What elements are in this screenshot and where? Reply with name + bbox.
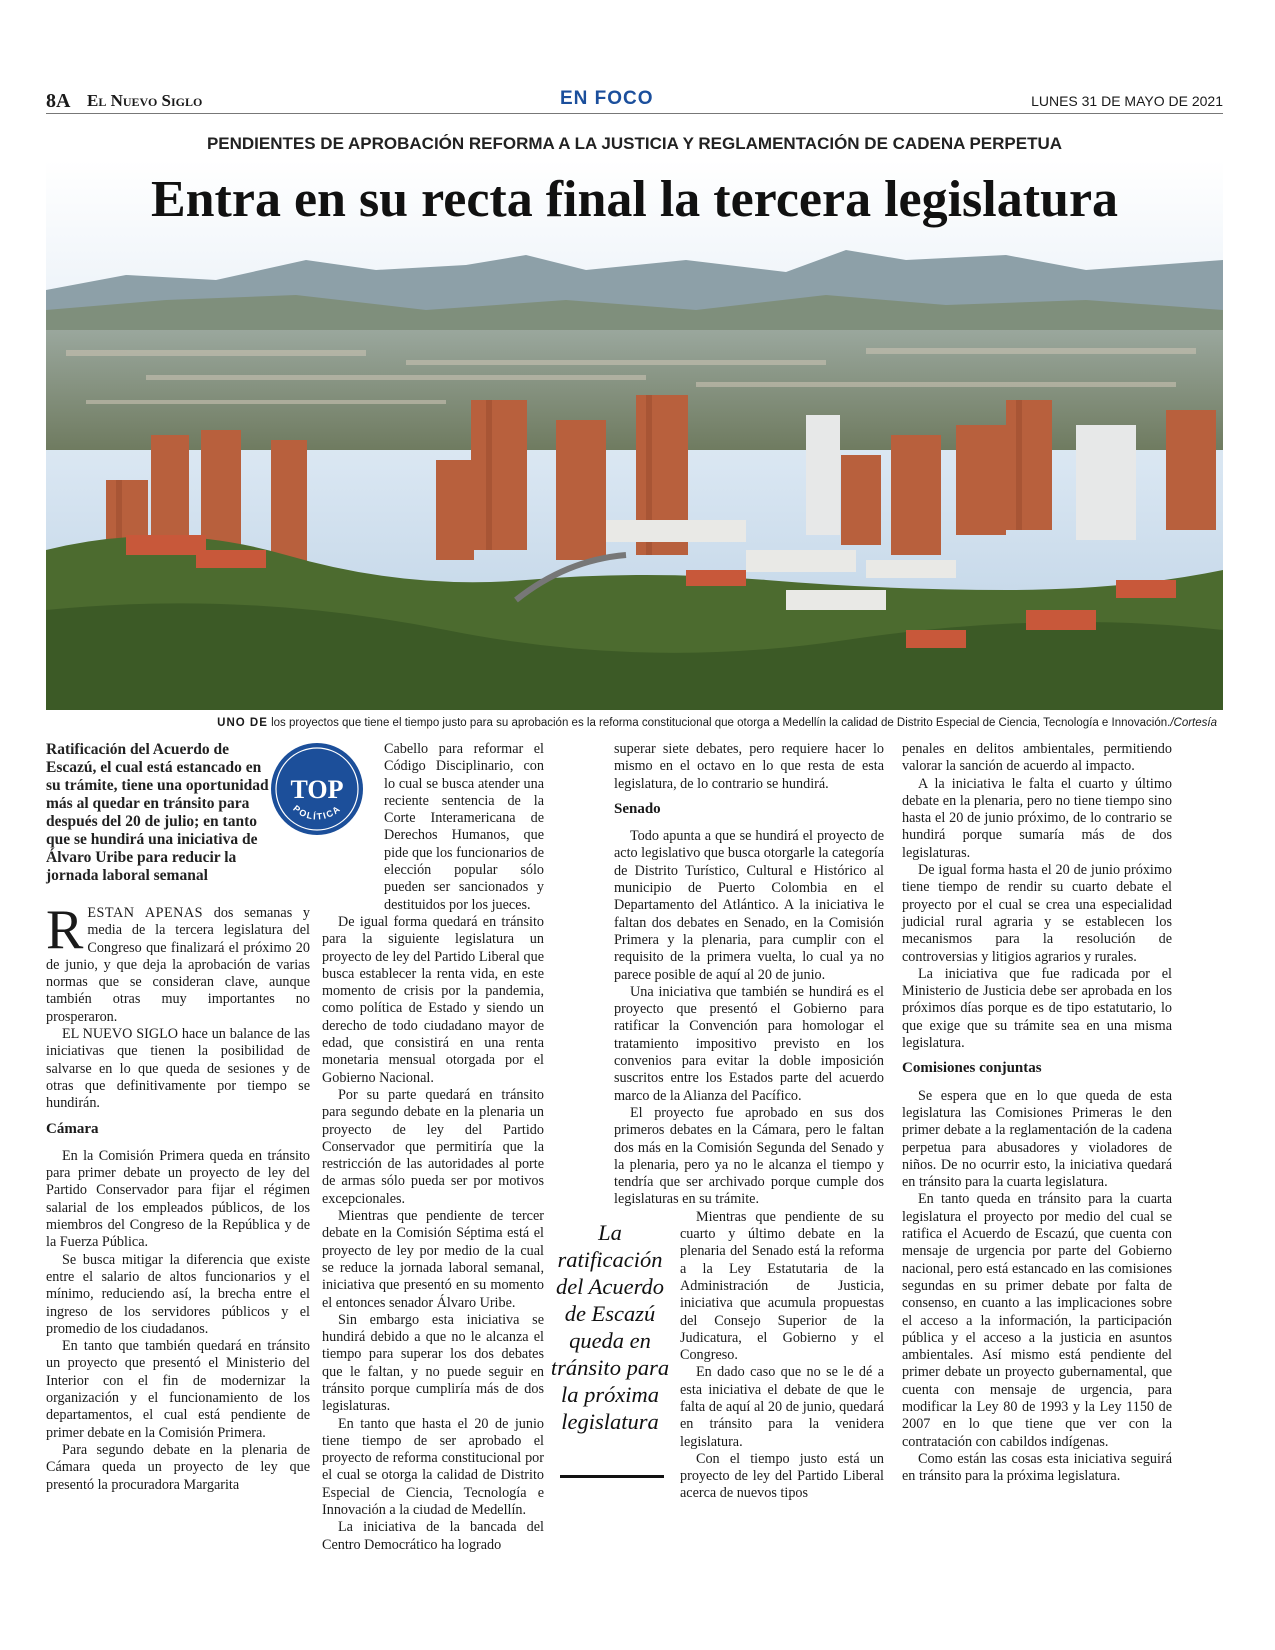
subhead-comisiones-conjuntas: Comisiones conjuntas	[902, 1060, 1042, 1077]
paragraph: Para segundo debate en la plenaria de Cámara queda un proyecto de ley que presentó la procuradora Margarita	[46, 1441, 310, 1493]
pull-quote-rule	[560, 1475, 664, 1478]
lead-summary: Ratificación del Acuerdo de Escazú, el cual está estancado en su trámite, tiene una oportunidad más al quedar en tránsito para después del 20 de julio; en tanto que se hundirá una iniciativa de Álvaro Uribe para reducir la jornada laboral semanal	[46, 741, 269, 884]
badge-top-text: TOP	[290, 775, 344, 804]
paragraph: Como están las cosas esta iniciativa seguirá en tránsito para la próxima legislatura.	[902, 1450, 1172, 1485]
subhead-camara: Cámara	[46, 1120, 99, 1137]
paragraph: Todo apunta a que se hundirá el proyecto de acto legislativo que busca otorgarle la categoría de Distrito Turístico, Cultural e Histórico al municipio de Puerto Colombia en el Departamento del Atlántico. A la iniciativa le faltan dos debates en Senado, en la Comisión Primera y la plenaria, para cumplir con el requisito de la primera vuelta, lo cual ya no parece posible de aquí al 20 de junio.	[614, 828, 884, 983]
header-rule	[46, 113, 1223, 114]
column-4	[902, 741, 1172, 1485]
paragraph: Cabello para reformar el Código Disciplinario, con lo cual se busca atender una reciente sentencia de la Corte Interamericana de Derechos Humanos, que pide que los funcionarios de elección popular sólo pueden ser sancionados y destituidos por los jueces.	[384, 741, 544, 913]
column-1	[46, 899, 310, 1494]
issue-date: LUNES 31 DE MAYO DE 2021	[1031, 93, 1223, 109]
pull-quote: La ratificación del Acuerdo de Escazú queda en tránsito para la próxima legislatura	[550, 1220, 670, 1434]
paragraph: En tanto queda en tránsito para la cuarta legislatura el proyecto por medio del cual se ratifica el Acuerdo de Escazú, que cuenta con mensaje de urgencia por parte del Gobierno nacional, pero está estancado en las comisiones segundas en su primer debate por falta de consenso, en cuanto a las implicaciones sobre el acceso a la información, la participación pública y el acceso a la justicia en asuntos ambientales. Así mismo está pendiente del primer debate un proyecto gubernamental, que cuenta con mensaje de urgencia, para modificar la Ley 80 de 1993 y la Ley 1150 de 2007 en lo que tiene que ver con la contratación con cabildos indígenas.	[902, 1191, 1172, 1450]
paragraph: La iniciativa que fue radicada por el Ministerio de Justicia debe ser aprobada en los próximos días porque es de tipo estatutario, lo que exige que su trámite sea en una misma legislatura.	[902, 965, 1172, 1052]
caption-credit: /Cortesía	[1170, 717, 1217, 729]
headline: Entra en su recta final la tercera legislatura	[150, 171, 1119, 228]
paragraph: De igual forma quedará en tránsito para la siguiente legislatura un proyecto de ley del Partido Liberal que busca establecer la renta vida, en este momento de crisis por la pandemia, como política de Estado y siendo un derecho de todo ciudadano mayor de edad, que consistirá en una renta monetaria mensual otorgada por el Gobierno Nacional.	[322, 913, 544, 1086]
paragraph: penales en delitos ambientales, permitiendo valorar la sanción de acuerdo al impacto.	[902, 741, 1172, 775]
paragraph: Se espera que en lo que queda de esta legislatura las Comisiones Primeras le den primer debate a la reglamentación de la cadena perpetua para abusadores y violadores de niños. De no ocurrir esto, la iniciativa quedará en tránsito para la cuarta legislatura.	[902, 1087, 1172, 1191]
column-2	[322, 741, 544, 1554]
caption-text: los proyectos que tiene el tiempo justo para su aprobación es la reforma constitucional que otorga a Medellín la calidad de Distrito Especial de Ciencia, Tecnología e Innovación.	[267, 717, 1171, 729]
page-number: 8A	[46, 90, 71, 112]
cityscape-photo	[46, 160, 1223, 710]
newspaper-name: El Nuevo Siglo	[87, 91, 203, 110]
paragraph: Sin embargo esta iniciativa se hundirá debido a que no le alcanza el tiempo para superar los dos debates que le faltan, y no puede seguir en tránsito porque cumpliría más de dos legislaturas.	[322, 1311, 544, 1415]
paragraph: A la iniciativa le falta el cuarto y último debate en la plenaria, pero no tiene tiempo sino hasta el 20 de junio próximo, de lo contrario se hundirá porque sumaría más de dos legislaturas.	[902, 775, 1172, 861]
paragraph: Una iniciativa que también se hundirá es el proyecto que presentó el Gobierno para ratificar la Convención para homologar el tratamiento impositivo previsto en los convenios para evitar la doble imposición suscritos entre los Estados parte del acuerdo marco de la Alianza del Pacífico.	[614, 983, 884, 1104]
paragraph: EL NUEVO SIGLO hace un balance de las iniciativas que tienen la posibilidad de salvarse en lo que queda de sesiones y de otras que definitivamente por tiempo se hundirán.	[46, 1026, 310, 1112]
paragraph: En tanto que también quedará en tránsito un proyecto que presentó el Ministerio del Interior con el fin de modernizar la organización y el funcionamiento de los departamentos, el cual está pendiente de primer debate en la Comisión Primera.	[46, 1338, 310, 1441]
dropcap: R	[46, 899, 84, 961]
paragraph: dos semanas y media de la tercera legislatura del Congreso que finalizará el próximo 20 de junio, y que deja la aprobación de varias normas que se consideran clave, aunque también otras muy importantes no prosperaron.	[46, 905, 310, 1025]
section-title: EN FOCO	[560, 88, 654, 109]
paragraph: En dado caso que no se le dé a esta iniciativa el debate de que le falta de aquí al 20 de junio, quedará en tránsito para la venidera legislatura.	[680, 1364, 884, 1450]
paragraph: Mientras que pendiente de tercer debate en la Comisión Séptima está el proyecto de ley por medio de la cual se reduce la jornada laboral semanal, iniciativa que presentó en su momento el entonces senador Álvaro Uribe.	[322, 1208, 544, 1311]
paragraph: superar siete debates, pero requiere hacer lo mismo en el octavo en lo que resta de esta legislatura, de lo contrario se hundirá.	[614, 741, 884, 792]
paragraph: Se busca mitigar la diferencia que existe entre el salario de altos funcionarios y el mínimo, reduciendo así, la brecha entre el ingreso de los servidores públicos y el promedio de los ciudadanos.	[46, 1251, 310, 1337]
paragraph: En la Comisión Primera queda en tránsito para primer debate un proyecto de ley del Partido Conservador para fijar el régimen salarial de los empleados públicos, de los miembros del Congreso de la República y de la Fuerza Pública.	[46, 1147, 310, 1251]
paragraph: Mientras que pendiente de su cuarto y último debate en la plenaria del Senado está la reforma a la Ley Estatutaria de la Administración de Justicia, iniciativa que acumula propuestas del Consejo Superior de la Judicatura, el Gobierno y el Congreso.	[680, 1208, 884, 1364]
badge-bottom-text: POLÍTICA	[291, 803, 343, 822]
paragraph: Por su parte quedará en tránsito para segundo debate en la plenaria un proyecto de ley del Partido Conservador que permitiría que la restricción de las autoridades al porte de armas sólo pueda ser por motivos excepcionales.	[322, 1086, 544, 1207]
subhead-senado: Senado	[614, 800, 661, 817]
photo-caption	[46, 717, 1223, 729]
kicker: PENDIENTES DE APROBACIÓN REFORMA A LA JUSTICIA Y REGLAMENTACIÓN DE CADENA PERPETUA	[206, 134, 1063, 153]
caption-lead: UNO DE	[217, 717, 268, 729]
paragraph: El proyecto fue aprobado en sus dos primeros debates en la Cámara, pero le faltan dos más en la Comisión Segunda del Senado y la plenaria, pero ya no le alcanza el tiempo y tendría que ser archivado porque cumple dos legislaturas en su trámite.	[614, 1104, 884, 1208]
paragraph: La iniciativa de la bancada del Centro Democrático ha logrado	[322, 1519, 544, 1553]
opening-caps: ESTAN APENAS	[87, 905, 204, 921]
paragraph: Con el tiempo justo está un proyecto de ley del Partido Liberal acerca de nuevos tipos	[680, 1450, 884, 1502]
paragraph: De igual forma hasta el 20 de junio próximo tiene tiempo de rendir su cuarto debate el proyecto por el cual se crea una especialidad judicial rural agraria y se establecen los mecanismos para la resolución de controversias y litigios agrarios y rurales.	[902, 862, 1172, 965]
paragraph: En tanto que hasta el 20 de junio tiene tiempo de ser aprobado el proyecto de reforma constitucional por el cual se otorga la calidad de Distrito Especial de Ciencia, Tecnología e Innovación a la ciudad de Medellín.	[322, 1415, 544, 1519]
